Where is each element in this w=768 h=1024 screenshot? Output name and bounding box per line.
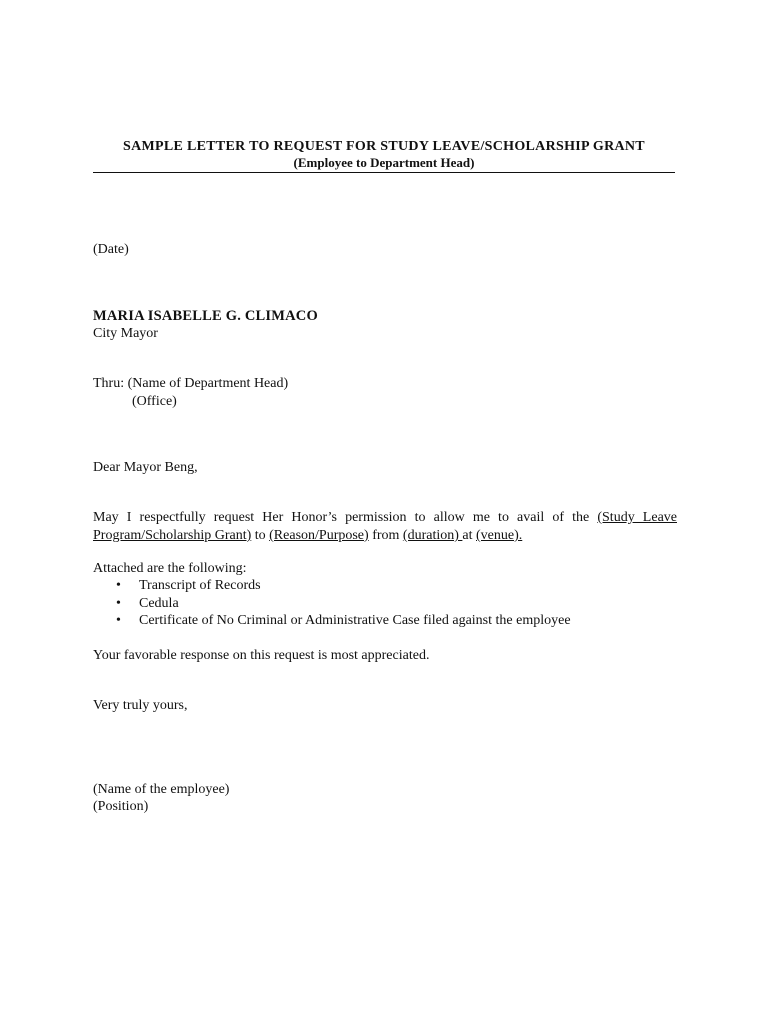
attachment-label: Cedula: [139, 595, 179, 611]
document-title: SAMPLE LETTER TO REQUEST FOR STUDY LEAVE/SCHOLARSHIP GRANT: [123, 139, 645, 154]
bullet-icon: •: [116, 595, 121, 611]
attachments-list: [93, 577, 571, 630]
signer-position: (Position): [93, 799, 149, 814]
recipient-title: City Mayor: [93, 326, 158, 341]
salutation: Dear Mayor Beng,: [93, 460, 198, 475]
venue-placeholder: (venue).: [476, 528, 523, 543]
list-item: [93, 577, 571, 595]
body-to: to: [251, 528, 270, 543]
body-at: at: [462, 528, 476, 543]
list-item: [93, 595, 571, 613]
date-line: (Date): [93, 242, 129, 257]
body-paragraph: [93, 509, 677, 545]
title-divider: [93, 172, 675, 173]
document-subtitle: (Employee to Department Head): [293, 155, 475, 170]
body-intro: May I respectfully request Her Honor’s permission to allow me to avail of the: [93, 510, 598, 525]
recipient-name: MARIA ISABELLE G. CLIMACO: [93, 308, 318, 324]
closing-request: Your favorable response on this request is most appreciated.: [93, 648, 430, 663]
reason-placeholder: (Reason/Purpose): [269, 528, 369, 543]
list-item: [93, 612, 571, 630]
duration-placeholder: (duration): [402, 528, 463, 543]
program-placeholder: (Study Leave Program/Scholarship Grant): [93, 510, 677, 543]
complimentary-close: Very truly yours,: [93, 698, 188, 713]
attachment-label: Certificate of No Criminal or Administrative Case filed against the employee: [139, 613, 571, 628]
bullet-icon: •: [116, 613, 121, 628]
signer-name: (Name of the employee): [93, 782, 230, 797]
attached-heading: Attached are the following:: [93, 561, 247, 576]
thru-office: (Office): [132, 394, 177, 409]
body-from: from: [368, 528, 403, 543]
bullet-icon: •: [116, 578, 121, 593]
attachment-label: Transcript of Records: [139, 578, 261, 593]
thru-line: Thru: (Name of Department Head): [93, 376, 289, 391]
